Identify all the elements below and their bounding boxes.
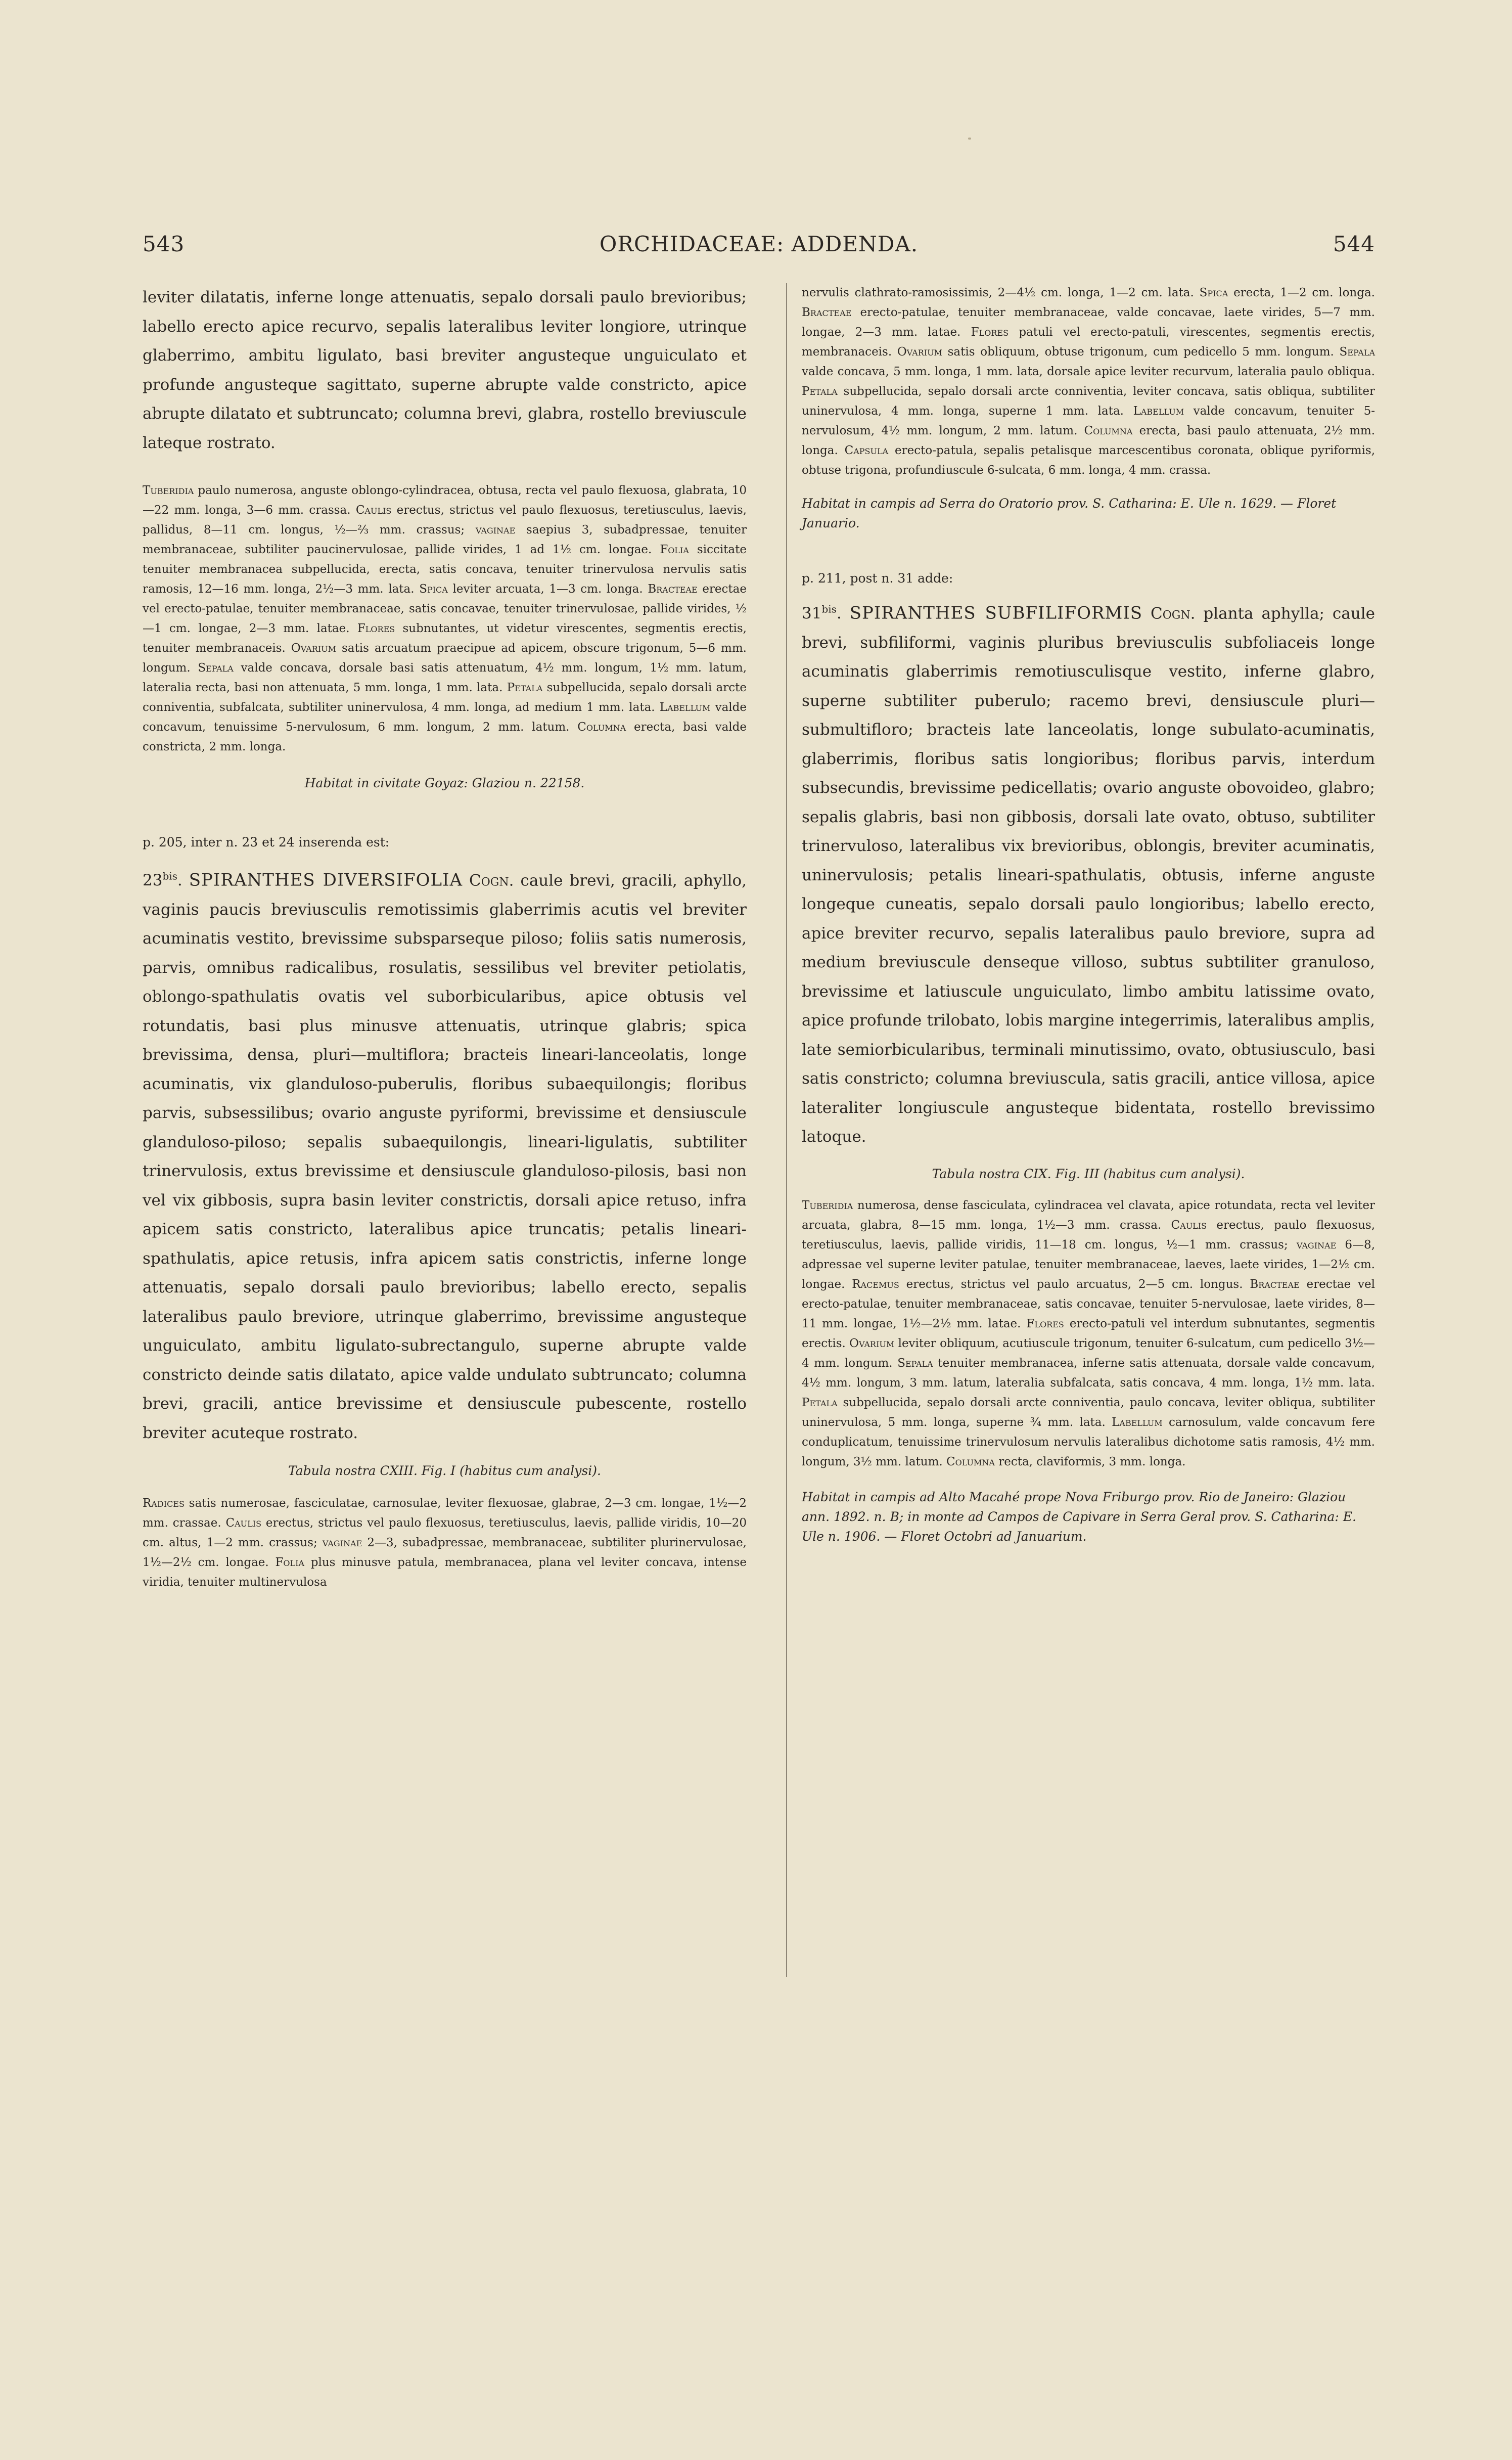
- organ-description: siccitate tenuiter membranacea subpellucida, erecta, satis concava, tenuiter trinervulosa nervulis satis ramosis, 12—16 mm. longa, 2½—3 mm. lata.: [143, 543, 747, 596]
- organ-heading: vaginae: [1296, 1238, 1337, 1251]
- organ-heading: Sepala: [1339, 345, 1375, 359]
- organ-heading: Caulis: [225, 1516, 262, 1530]
- plate-reference: Tabula nostra CIX. Fig. III (habitus cum analysi).: [932, 1166, 1245, 1181]
- organ-description: erecto-patula, sepalis petalisque marcescentibus coronata, oblique pyriformis, obtuse trigona, profundiuscule 6-sulcata, 6 mm. longa, 4 mm. crassa.: [802, 444, 1375, 477]
- species-diagnosis: [143, 862, 747, 1448]
- organ-heading: Radices: [143, 1497, 185, 1510]
- organ-description: valde concavum, tenuiter 5-nervulosum, 4½ mm. longum, 2 mm. latum.: [802, 405, 1375, 437]
- column-divider: [786, 283, 787, 1977]
- organ-description: erectae vel erecto-patulae, tenuiter membranaceae, satis concavae, tenuiter trinervulosae, pallide virides, ½—1 cm. longae, 2—3 mm. latae.: [143, 583, 747, 635]
- organ-heading: Caulis: [1171, 1218, 1207, 1232]
- plate-reference: Tabula nostra CXIII. Fig. I (habitus cum analysi).: [288, 1463, 601, 1479]
- habitat-note: Habitat in campis ad Serra do Oratorio prov. S. Catharina: E. Ule n. 1629. — Floret Januario.: [802, 496, 1337, 530]
- organ-heading: vaginae: [322, 1536, 362, 1550]
- organ-heading: Petala: [507, 681, 543, 694]
- species-author: Cogn.: [469, 871, 514, 890]
- organ-description: subpellucida, sepalo dorsali arcte conniventia, paulo concava, leviter obliqua, subtiliter uninervulosa, 5 mm. longa, superne ¾ mm. lata.: [802, 1396, 1375, 1429]
- page-number-right: 544: [1333, 232, 1375, 256]
- species-diagnosis-text: caule brevi, gracili, aphyllo, vaginis paucis breviusculis remotissimis glaberrimis acutis vel breviter acuminatis vestito, brevissime subsparseque piloso; foliis satis numerosis, parvis, omnibus radicalibus, rosulatis, sessilibus vel breviter petiolatis, oblongo-spathulatis ovatis vel suborbicularibus, apice obtusis vel rotundatis, basi plus minusve attenuatis, utrinque glabris; spica brevissima, densa, pluri—multiflora; bracteis lineari-lanceolatis, longe acuminatis, vix glanduloso-puberulis, floribus subaequilongis; floribus parvis, subsessilibus; ovario anguste pyriformi, brevissime et densiuscule glanduloso-piloso; sepalis subaequilongis, lineari-ligulatis, subtiliter trinervulosis, extus brevissime et densiuscule glanduloso-pilosis, basi non vel vix gibbosis, supra basin leviter constrictis, dorsali apice retuso, infra apicem satis constricto, lateralibus apice truncatis; petalis lineari-spathulatis, apice retusis, infra apicem satis constrictis, inferne longe attenuatis, sepalo dorsali paulo brevioribus; labello erecto, sepalis lateralibus paulo breviore, utrinque glaberrimo, brevissime angusteque unguiculato, ambitu ligulato-subrectangulo, superne abrupte valde constricto deinde satis dilatato, apice valde undulato subtruncato; columna brevi, gracili, antice brevissime et densiuscule pubescente, rostello breviter acuteque rostrato.: [143, 871, 747, 1442]
- description-block: [802, 1196, 1375, 1472]
- organ-description: erectae vel erecto-patulae, tenuiter membranaceae, satis concavae, tenuiter 5-nervulosae, laete virides, 8—11 mm. longae, 1½—2½ mm. latae.: [802, 1277, 1376, 1330]
- organ-description: valde concava, 5 mm. longa, 1 mm. lata, dorsale apice leviter recurvum, lateralia paulo obliqua.: [802, 365, 1375, 378]
- organ-description: erectus, strictus vel paulo arcuatus, 2—5 cm. longus.: [899, 1277, 1250, 1291]
- organ-description: leviter arcuata, 1—3 cm. longa.: [447, 583, 648, 596]
- organ-description: erectus, paulo flexuosus, teretiusculus, laevis, pallide viridis, 11—18 cm. longus, ½—1 mm. crassus;: [802, 1218, 1376, 1251]
- organ-heading: Sepala: [198, 661, 234, 675]
- organ-heading: Spica: [419, 583, 448, 596]
- organ-description: erecto-patuli vel interdum subnutantes, segmentis erectis.: [802, 1317, 1375, 1350]
- organ-heading: Ovarium: [291, 642, 336, 655]
- organ-description: erecta, basi paulo attenuata, 2½ mm. longa.: [802, 424, 1376, 457]
- running-title: ORCHIDACEAE: ADDENDA.: [599, 232, 919, 256]
- organ-description: satis obliquum, obtuse trigonum, cum pedicello 5 mm. longum.: [942, 345, 1340, 359]
- organ-heading: Petala: [802, 385, 838, 398]
- habitat-note: Habitat in campis ad Alto Macahé prope Nova Friburgo prov. Rio de Janeiro: Glaziou ann. 1892. n. B; in monte ad Campos de Capivare in Serra Geral prov. S. Catharina: E. Ule n. 1906. — Floret Octobri ad Januarium.: [802, 1489, 1356, 1544]
- organ-heading: Petala: [802, 1396, 838, 1409]
- organ-description: erecta, basi valde constricta, 2 mm. longa.: [143, 721, 747, 753]
- organ-heading: Columna: [946, 1455, 995, 1468]
- organ-description: paulo numerosa, anguste oblongo-cylindracea, obtusa, recta vel paulo flexuosa, glabrata, 10—22 mm. longa, 3—6 mm. crassa.: [143, 484, 747, 517]
- page-number-left: 543: [143, 232, 185, 256]
- organ-description: numerosa, dense fasciculata, cylindracea vel clavata, apice rotundata, recta vel leviter arcuata, glabra, 8—15 mm. longa, 1½—3 mm. crassa.: [802, 1198, 1375, 1232]
- right-column: [802, 283, 1375, 1546]
- organ-description: plus minusve patula, membranacea, plana vel leviter concava, intense viridia, tenuiter multinervulosa: [143, 1556, 747, 1589]
- running-header: [143, 232, 1375, 262]
- organ-description: recta, claviformis, 3 mm. longa.: [994, 1455, 1186, 1468]
- organ-heading: Tuberidia: [143, 484, 194, 497]
- organ-description: valde concavum, tenuissime 5-nervulosum, 6 mm. longum, 2 mm. latum.: [143, 701, 747, 734]
- organ-heading: Sepala: [897, 1356, 933, 1370]
- organ-description: tenuiter membranacea, inferne satis attenuata, dorsale valde concavum, 4½ mm. longum, 3 mm. latum, lateralia subfalcata, satis concava, 4 mm. longa, 1½ mm. lata.: [802, 1356, 1375, 1390]
- organ-description: nervulis clathrato-ramosissimis, 2—4½ cm. longa, 1—2 cm. lata.: [802, 286, 1200, 299]
- organ-heading: Flores: [971, 326, 1009, 339]
- organ-description: 2—3, subadpressae, membranaceae, subtiliter plurinervulosae, 1½—2½ cm. longae.: [143, 1536, 747, 1570]
- organ-description: satis numerosae, fasciculatae, carnosulae, leviter flexuosae, glabrae, 2—3 cm. longae, 1½—2 mm. crassae.: [143, 1497, 747, 1530]
- organ-heading: Labellum: [1112, 1415, 1163, 1429]
- organ-description: subpellucida, sepalo dorsali arcte conniventia, subfalcata, subtiliter uninervulosa, 4 mm. longa, ad medium 1 mm. lata.: [143, 681, 747, 714]
- description-block: [143, 481, 747, 757]
- organ-description: erecto-patulae, tenuiter membranaceae, valde concavae, laete virides, 5—7 mm. longae, 2—3 mm. latae.: [802, 306, 1375, 339]
- species-diagnosis-text: planta aphylla; caule brevi, subfiliformi, vaginis pluribus breviusculis subfoliaceis longe acuminatis glaberrimis remotiusculisque vestito, inferne glabro, superne subtiliter puberulo; racemo brevi, densiuscule pluri—submultifloro; bracteis late lanceolatis, longe subulato-acuminatis, glaberrimis, floribus satis longioribus; floribus parvis, interdum subsecundis, brevissime pedicellatis; ovario anguste obovoideo, glabro; sepalis glabris, basi non gibbosis, dorsali late ovato, obtuso, subtiliter trinervuloso, lateralibus vix brevioribus, oblongis, breviter acuminatis, uninervulosis; petalis lineari-spathulatis, obtusis, inferne anguste longeque cuneatis, sepalo dorsali paulo longioribus; labello erecto, apice breviter recurvo, sepalis lateralibus paulo breviore, supra ad medium breviuscule denseque villoso, subtus subtiliter granuloso, brevissime et latiuscule unguiculato, limbo ambitu latissime ovato, apice profunde trilobato, lobis margine integerrimis, lateralibus amplis, late semiorbicularibus, terminali minutissimo, ovato, obtusiusculo, basi satis constricto; columna breviuscula, satis gracili, antice villosa, apice lateraliter longiuscule angusteque bidentata, rostello brevissimo latoque.: [802, 604, 1375, 1146]
- organ-heading: Bracteae: [648, 583, 698, 596]
- description-block-continued: [802, 283, 1375, 480]
- organ-description: erecta, 1—2 cm. longa.: [1228, 286, 1375, 299]
- organ-description: patuli vel erecto-patuli, virescentes, segmentis erectis, membranaceis.: [802, 326, 1376, 359]
- species-author: Cogn.: [1151, 604, 1196, 623]
- species-number: $31^{bis}$.: [802, 603, 842, 623]
- organ-description: erectus, strictus vel paulo flexuosus, teretiusculus, laevis, pallidus, 8—11 cm. longus, ½—⅔ mm. crassus;: [143, 504, 747, 536]
- description-block: [143, 1494, 747, 1592]
- organ-description: satis arcuatum praecipue ad apicem, obscure trigonum, 5—6 mm. longum.: [143, 642, 747, 675]
- organ-heading: Labellum: [1133, 405, 1184, 418]
- organ-heading: Folia: [660, 543, 689, 556]
- organ-heading: Labellum: [659, 701, 711, 714]
- organ-heading: Tuberidia: [802, 1198, 853, 1212]
- organ-heading: Spica: [1199, 286, 1228, 299]
- organ-heading: Bracteae: [802, 306, 852, 319]
- organ-heading: Ovarium: [897, 345, 942, 359]
- left-column: [143, 283, 747, 1592]
- organ-heading: Racemus: [852, 1277, 899, 1291]
- organ-description: leviter obliquum, acutiuscule trigonum, tenuiter 6-sulcatum, cum pedicello 3½—4 mm. longum.: [802, 1336, 1376, 1370]
- organ-heading: Columna: [577, 721, 626, 734]
- organ-heading: Columna: [1084, 424, 1133, 437]
- organ-description: subpellucida, sepalo dorsali arcte conniventia, leviter concava, satis obliqua, subtiliter uninervulosa, 4 mm. longa, superne 1 mm. lata.: [802, 385, 1375, 418]
- organ-description: valde concava, dorsale basi satis attenuatum, 4½ mm. longum, 1½ mm. latum, lateralia recta, basi non attenuata, 5 mm. longa, 1 mm. lata.: [143, 661, 747, 694]
- organ-heading: Ovarium: [849, 1336, 895, 1350]
- insertion-reference: p. 211, post n. 31 adde:: [802, 571, 953, 586]
- organ-heading: vaginae: [475, 523, 516, 536]
- organ-heading: Caulis: [355, 504, 392, 517]
- organ-description: saepius 3, subadpressae, tenuiter membranaceae, subtiliter paucinervulosae, pallide virides, 1 ad 1½ cm. longae.: [143, 523, 747, 556]
- organ-heading: Bracteae: [1250, 1277, 1300, 1291]
- organ-heading: Folia: [275, 1556, 305, 1570]
- organ-description: subnutantes, ut videtur virescentes, segmentis erectis, tenuiter membranaceis.: [143, 622, 747, 655]
- organ-heading: Flores: [357, 622, 395, 635]
- organ-description: erectus, strictus vel paulo flexuosus, teretiusculus, laevis, pallide viridis, 10—20 cm. altus, 1—2 mm. crassus;: [143, 1516, 747, 1550]
- organ-heading: Flores: [1026, 1317, 1064, 1330]
- species-name: SPIRANTHES DIVERSIFOLIA: [189, 870, 463, 890]
- species-name: SPIRANTHES SUBFILIFORMIS: [849, 603, 1143, 623]
- species-diagnosis: [802, 595, 1375, 1152]
- organ-heading: Capsula: [844, 444, 889, 457]
- organ-description: carnosulum, valde concavum fere conduplicatum, tenuissime trinervulosum nervulis lateralibus dichotome satis ramosis, 4½ mm. longum, 3½ mm. latum.: [802, 1415, 1375, 1468]
- organ-description: 6—8, adpressae vel superne leviter patulae, tenuiter membranaceae, laeves, laete virides, 1—2½ cm. longae.: [802, 1238, 1376, 1291]
- species-number: $23^{bis}$.: [143, 870, 182, 890]
- paper-speck: [968, 138, 971, 140]
- habitat-note: Habitat in civitate Goyaz: Glaziou n. 22158.: [304, 776, 585, 790]
- insertion-reference: p. 205, inter n. 23 et 24 inserenda est:: [143, 835, 390, 849]
- continued-diagnosis: leviter dilatatis, inferne longe attenuatis, sepalo dorsali paulo brevioribus; labello erecto apice recurvo, sepalis lateralibus leviter longiore, utrinque glaberrimo, ambitu ligulato, basi breviter angusteque unguiculato et profunde angusteque sagittato, superne abrupte valde constricto, apice abrupte dilatato et subtruncato; columna brevi, glabra, rostello breviuscule lateque rostrato.: [143, 288, 747, 452]
